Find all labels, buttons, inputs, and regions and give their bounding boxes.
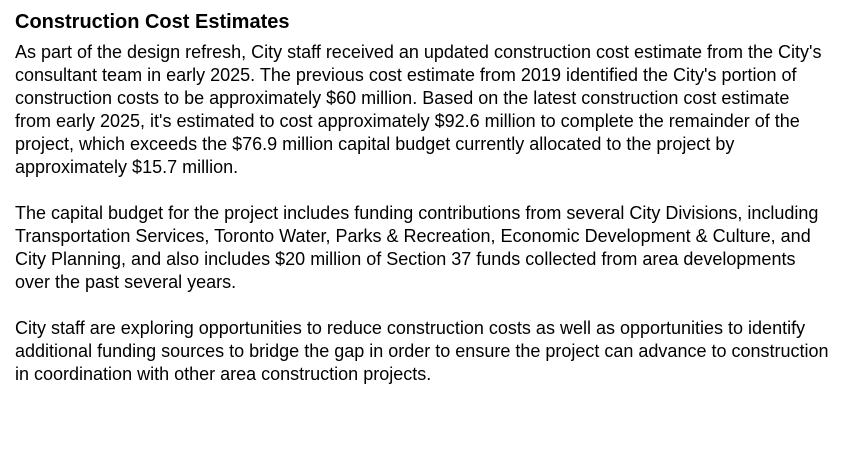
document-body [15,10,830,386]
paragraph-next-steps: City staff are exploring opportunities to reduce construction costs as well as opportunities to identify additional funding sources to bridge the gap in order to ensure the project can advance to construction in coordination with other area construction projects. [15,318,829,384]
paragraph-capital-budget: The capital budget for the project includes funding contributions from several City Divisions, including Transportation Services, Toronto Water, Parks & Recreation, Economic Development & Culture, and City Planning, and also includes $20 million of Section 37 funds collected from area developments over the past several years. [15,203,819,292]
paragraph-cost-estimate: As part of the design refresh, City staff received an updated construction cost estimate from the City's consultant team in early 2025. The previous cost estimate from 2019 identified the City's portion of construction costs to be approximately $60 million. Based on the latest construction cost estimate from early 2025, it's estimated to cost approximately $92.6 million to complete the remainder of the project, which exceeds the $76.9 million capital budget currently allocated to the project by approximately $15.7 million. [15,42,822,177]
section-heading: Construction Cost Estimates [15,11,290,33]
